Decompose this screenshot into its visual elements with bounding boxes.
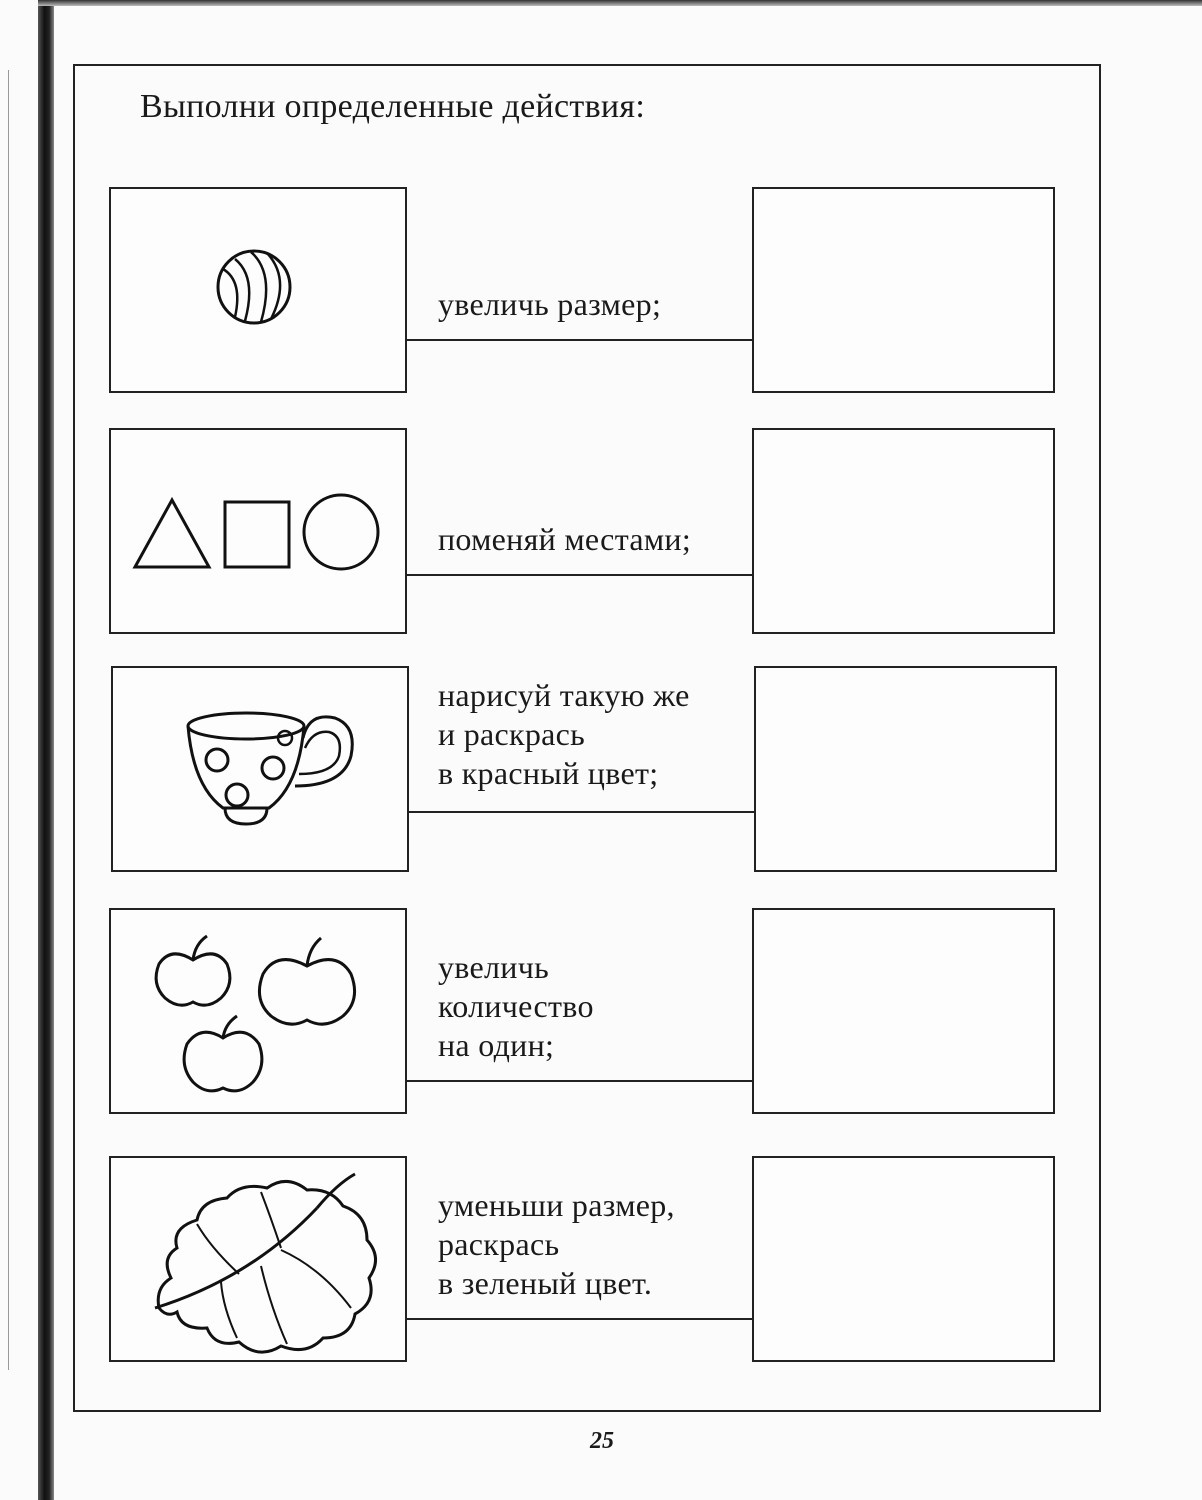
picture-box <box>109 1156 407 1362</box>
worksheet-title: Выполни определенные действия: <box>140 88 646 125</box>
triangle-icon <box>135 500 209 567</box>
connector-line <box>407 811 754 813</box>
apples-icon <box>111 910 409 1116</box>
instruction-text: поменяй местами; <box>438 521 692 557</box>
apple-icon <box>156 936 230 1005</box>
picture-box <box>111 666 409 872</box>
connector-line <box>407 1318 752 1320</box>
apple-icon <box>184 1016 262 1091</box>
answer-box[interactable] <box>752 428 1055 634</box>
instruction-text: увеличь количество на один; <box>438 949 594 1063</box>
task-row-3 <box>0 666 1202 872</box>
page-number: 25 <box>590 1428 614 1454</box>
circle-icon <box>304 495 378 569</box>
instruction-text: увеличь размер; <box>438 286 662 322</box>
cup-icon <box>113 668 411 874</box>
task-row-2 <box>0 428 1202 634</box>
ball-icon <box>111 189 409 395</box>
answer-box[interactable] <box>752 908 1055 1114</box>
picture-box <box>109 908 407 1114</box>
answer-box[interactable] <box>752 1156 1055 1362</box>
answer-box[interactable] <box>754 666 1057 872</box>
instruction-text: нарисуй такую же и раскрась в красный цвет; <box>438 677 690 791</box>
picture-box <box>109 187 407 393</box>
apple-icon <box>259 938 354 1024</box>
answer-box[interactable] <box>752 187 1055 393</box>
shapes-icon <box>111 430 409 636</box>
task-row-4 <box>0 908 1202 1114</box>
task-row-5 <box>0 1156 1202 1362</box>
square-icon <box>225 502 289 567</box>
picture-box <box>109 428 407 634</box>
connector-line <box>407 574 752 576</box>
leaf-icon <box>111 1158 409 1364</box>
connector-line <box>407 339 752 341</box>
connector-line <box>407 1080 752 1082</box>
page-top-edge <box>38 0 1202 6</box>
task-row-1 <box>0 187 1202 393</box>
instruction-text: уменьши размер, раскрась в зеленый цвет. <box>438 1187 675 1301</box>
